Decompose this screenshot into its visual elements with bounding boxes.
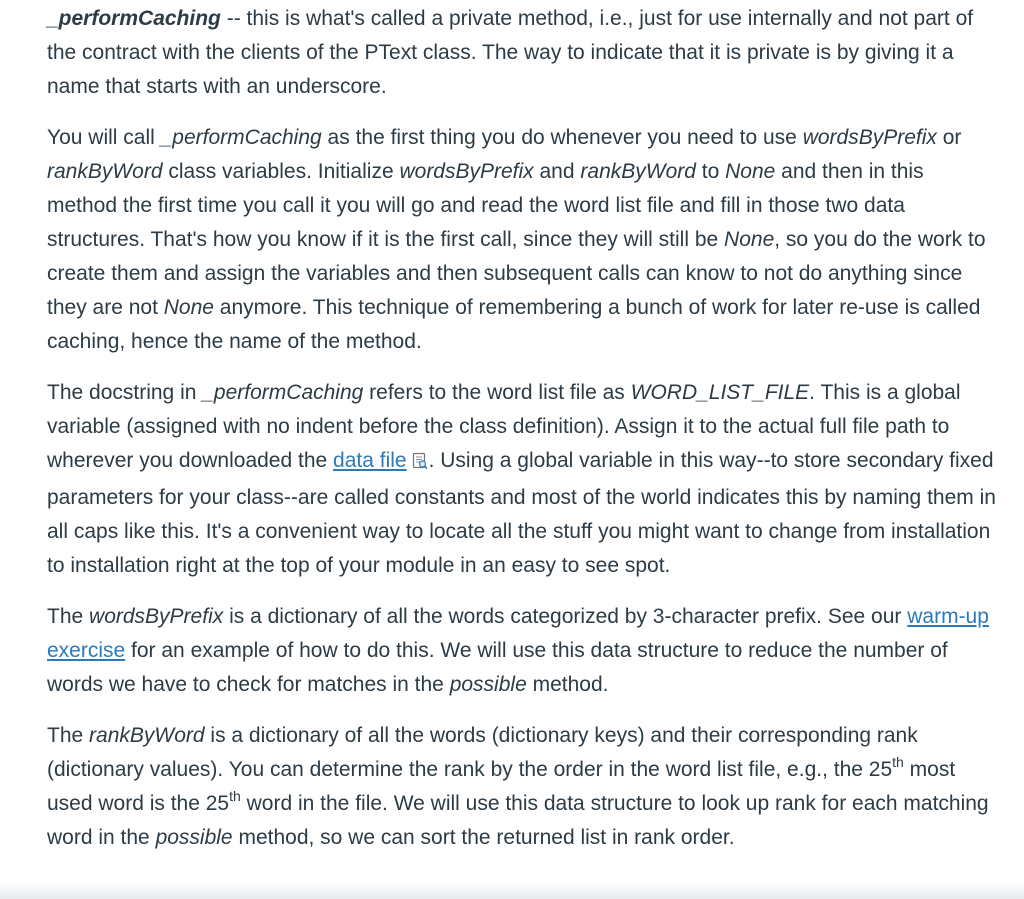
keyword-none: None: [725, 160, 776, 183]
text-run: . Using a global variable in this way--to store secondary fixed parameters for your class--are called constants and most of the world indicates this by naming them in all caps like this. It's a convenient way to locate all the stuff you might want to change from installation to installation right at the top of your module in an easy to see spot.: [47, 449, 996, 577]
text-run: and then in this method the first time you call it you will go and read the word list file and fill in those two data structures. That's how you know if it is the first call, since they will still be: [47, 160, 924, 251]
bottom-scroll-shadow: [0, 881, 1024, 899]
text-run: -- this is what's called a private method, i.e., just for use internally and not part of the contract with the clients of the PText class. The way to indicate that it is private is by giving it a name that starts with an underscore.: [47, 7, 974, 98]
assignment-content: [47, 2, 997, 872]
text-run: refers to the word list file as: [363, 381, 631, 404]
text-run: You will call: [47, 126, 161, 149]
text-run: method.: [526, 673, 609, 696]
warm-up-exercise-link[interactable]: warm-up exercise: [47, 605, 989, 662]
text-run: as the first thing you do whenever you need to use: [321, 126, 803, 149]
text-run: method, so we can sort the returned list in rank order.: [232, 826, 735, 849]
paragraph-words-by-prefix: [47, 600, 997, 702]
data-file-link[interactable]: data file: [333, 449, 407, 472]
variable-name: rankByWord: [580, 160, 696, 183]
text-run: The docstring in: [47, 381, 203, 404]
text-run: to: [695, 160, 726, 183]
file-preview-icon[interactable]: [411, 447, 429, 481]
text-run: for an example of how to do this. We will use this data structure to reduce the number of words we have to check for matches in the: [47, 639, 948, 696]
variable-name: wordsByPrefix: [802, 126, 937, 149]
method-name: possible: [155, 826, 233, 849]
method-name: possible: [449, 673, 527, 696]
constant-name: WORD_LIST_FILE: [630, 381, 810, 404]
text-run: . This is a global variable (assigned with no indent before the class definition). Assign it to the actual full file path to wherever you downloaded the: [47, 381, 961, 472]
text-run: is a dictionary of all the words (dictionary keys) and their corresponding rank (dictionary values). You can determine the rank by the order in the word list file, e.g., the 25: [47, 724, 918, 781]
keyword-none: None: [163, 296, 214, 319]
variable-name: rankByWord: [47, 160, 163, 183]
paragraph-caching-explanation: [47, 121, 997, 359]
text-run: most used word is the 25: [47, 758, 956, 815]
variable-name: wordsByPrefix: [89, 605, 224, 628]
text-run: , so you do the work to create them and assign the variables and then subsequent calls can know to not do anything since they are not: [47, 228, 986, 319]
text-run: The: [47, 724, 90, 747]
ordinal-suffix: th: [229, 788, 241, 804]
text-run: and: [533, 160, 581, 183]
ordinal-suffix: th: [892, 754, 904, 770]
text-run: class variables. Initialize: [162, 160, 400, 183]
keyword-none: None: [724, 228, 775, 251]
text-run: anymore. This technique of remembering a bunch of work for later re-use is called caching, hence the name of the method.: [47, 296, 981, 353]
text-run: is a dictionary of all the words categorized by 3-character prefix. See our: [223, 605, 908, 628]
paragraph-rank-by-word: [47, 719, 997, 855]
text-run: The: [47, 605, 90, 628]
method-name: _performCaching: [160, 126, 322, 149]
paragraph-perform-caching-intro: [47, 2, 997, 104]
method-name: _performCaching: [47, 7, 221, 30]
text-run: word in the file. We will use this data structure to look up rank for each matching word in the: [47, 792, 989, 849]
variable-name: rankByWord: [89, 724, 205, 747]
variable-name: wordsByPrefix: [399, 160, 534, 183]
paragraph-word-list-file: [47, 376, 997, 583]
method-name: _performCaching: [202, 381, 364, 404]
text-run: or: [936, 126, 962, 149]
